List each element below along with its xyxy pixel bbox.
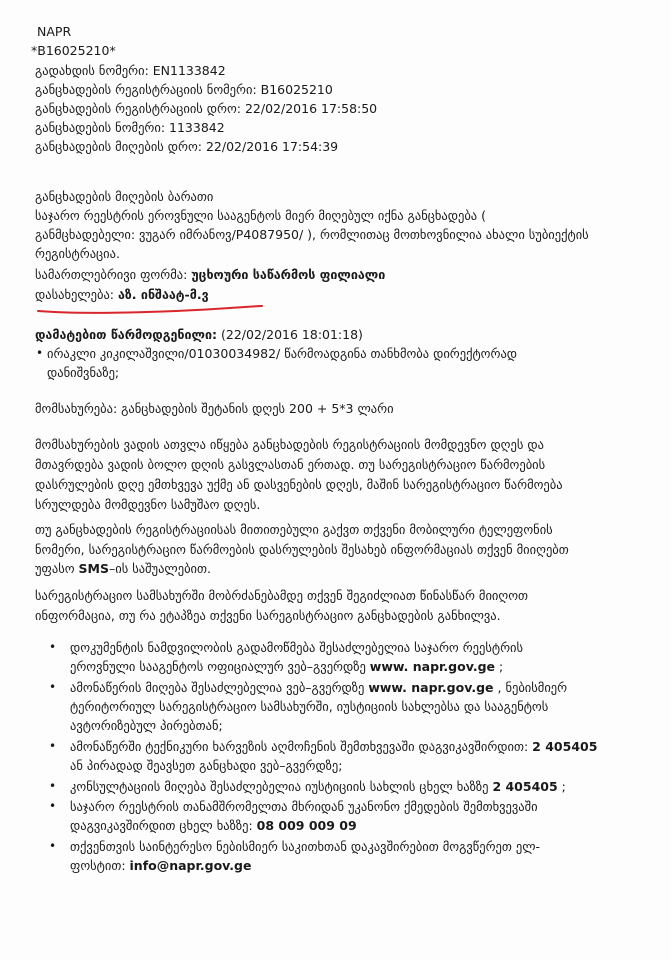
- receipt-time: განცხადების მიღების დრო: 22/02/2016 17:54:39: [35, 139, 339, 154]
- sms-line-2: ნომერი, სარეგისტრაციო წარმოების დასრულების შესახებ ინფორმაციას თქვენ მიიღებთ: [35, 542, 569, 557]
- payment-number: გადახდის ნომერი: EN1133842: [35, 63, 226, 78]
- entity-name-row: [35, 287, 209, 302]
- entity-name-label: დასახელება:: [35, 287, 115, 302]
- info-item-2-line-3: ავტორიზებულ პირებთან;: [70, 718, 223, 733]
- service-term-line-4: სრულდება მომდევნო სამუშაო დღეს.: [35, 497, 261, 512]
- additional-row: [35, 327, 363, 342]
- service-term-line-2: მთავრდება ვადის ბოლო დღის გასვლასთან ერთად. თუ სარეგისტრაციო წარმოების: [35, 457, 546, 472]
- additional-label: დამატებით წარმოდგენილი:: [35, 327, 218, 342]
- receipt-title: განცხადების მიღების ბარათი: [35, 189, 214, 204]
- info-item-1-line-2: ეროვნული სააგენტოს ოფიციალურ ვებ–გვერდზე www. napr.gov.ge ;: [70, 659, 504, 674]
- bullet-icon: •: [49, 799, 57, 813]
- bullet-icon: •: [49, 839, 57, 853]
- status-info-line-1: სარეგისტრაციო სამსახურში მობრძანებამდე თქვენ შეგიძლიათ წინასწარ მიიღოთ: [35, 588, 529, 603]
- service-fee: მომსახურება: განცხადების შეტანის დღეს 200 + 5*3 ლარი: [35, 401, 394, 416]
- info-item-6-line-2: ფოსტით: info@napr.gov.ge: [70, 858, 252, 873]
- napr-website-link[interactable]: www. napr.gov.ge: [369, 659, 495, 674]
- org-name: NAPR: [37, 24, 72, 39]
- info-item-1-line-1: დოკუმენტის ნამდვილობის გადამოწმება შესაძლებელია საჯარო რეესტრის: [70, 640, 524, 655]
- service-term-line-3: დასრულების დღე ემთხვევა უქმე ან დასვენების დღეს, მაშინ სარეგისტრაციო წარმოება: [35, 477, 563, 492]
- free-hotline-number: 08 009 009 09: [256, 818, 357, 833]
- info-item-2-line-2: ტერიტორიულ სარეგისტრაციო სამსახურში, იუსტიციის სახლებსა და სააგენტოს: [70, 699, 549, 714]
- bullet-icon: •: [49, 779, 57, 793]
- application-number: განცხადების ნომერი: 1133842: [35, 120, 225, 135]
- handwritten-underline: [36, 302, 266, 316]
- bullet-icon: •: [36, 346, 44, 360]
- entity-name-value: აზ. ინშაატ-მ.ვ: [118, 287, 209, 302]
- receipt-body-line-3: რეგისტრაცია.: [35, 246, 120, 261]
- sms-label: SMS: [78, 561, 109, 576]
- sms-line-1: თუ განცხადების რეგისტრაციისას მითითებული გაქვთ თქვენი მობილური ტელეფონის: [35, 522, 553, 537]
- hotline-number: 2 405405: [532, 739, 598, 754]
- sms-line-3: უფასო SMS–ის საშუალებით.: [35, 561, 212, 576]
- additional-item-line-1: ირაკლი კიკილაშვილი/01030034982/ წარმოადგინა თანხმობა დირექტორად: [47, 346, 518, 361]
- additional-item-line-2: დანიშვნაზე;: [47, 365, 120, 380]
- registration-number: განცხადების რეგისტრაციის ნომერი: B16025210: [35, 82, 333, 97]
- bullet-icon: •: [49, 680, 57, 694]
- additional-time: (22/02/2016 18:01:18): [221, 327, 363, 342]
- napr-website-link[interactable]: www. napr.gov.ge: [368, 680, 494, 695]
- service-term-line-1: მომსახურების ვადის ათვლა იწყება განცხადების რეგისტრაციის მომდევნო დღეს და: [35, 437, 544, 452]
- barcode-code: *B16025210*: [31, 43, 116, 58]
- email-link[interactable]: info@napr.gov.ge: [129, 858, 252, 873]
- hotline-number: 2 405405: [492, 779, 558, 794]
- info-item-5-line-1: საჯარო რეესტრის თანამშრომელთა მხრიდან უკანონო ქმედების შემთხვევაში: [70, 799, 538, 814]
- legal-form-row: [35, 267, 385, 282]
- bullet-icon: •: [49, 739, 57, 753]
- info-item-2-line-1: ამონაწერის მიღება შესაძლებელია ვებ–გვერდზე www. napr.gov.ge , ნებისმიერ: [70, 680, 568, 695]
- bullet-icon: •: [49, 640, 57, 654]
- receipt-body-line-2: განმცხადებელი: ვუგარ იმრანოვ/P4087950/ ), რომლითაც მოთხოვნილია ახალი სუბიექტის: [35, 227, 589, 242]
- receipt-body-line-1: საჯარო რეესტრის ეროვნული სააგენტოს მიერ მიღებულ იქნა განცხადება (: [35, 208, 487, 223]
- registration-time: განცხადების რეგისტრაციის დრო: 22/02/2016 17:58:50: [35, 101, 378, 116]
- info-item-6-line-1: თქვენთვის საინტერესო ნებისმიერ საკითხთან დაკავშირებით მოგვწერეთ ელ-: [70, 839, 541, 854]
- info-item-3-line-2: ან პირადად შეავსეთ განცხადი ვებ–გვერდზე;: [70, 758, 343, 773]
- info-item-4: კონსულტაციის მიღება შესაძლებელია იუსტიციის სახლის ცხელ ხაზზე 2 405405 ;: [70, 779, 566, 794]
- info-item-3-line-1: ამონაწერში ტექნიკური ხარვეზის აღმოჩენის შემთხვევაში დაგვიკავშირდით: 2 405405: [70, 739, 598, 754]
- info-item-5-line-2: დაგვიკავშირდით ცხელ ხაზზე: 08 009 009 09: [70, 818, 357, 833]
- legal-form-label: სამართლებრივი ფორმა:: [35, 267, 188, 282]
- legal-form-value: უცხოური საწარმოს ფილიალი: [191, 267, 386, 282]
- status-info-line-2: ინფორმაცია, თუ რა ეტაპზეა თქვენი სარეგისტრაციო განცხადების განხილვა.: [35, 608, 501, 623]
